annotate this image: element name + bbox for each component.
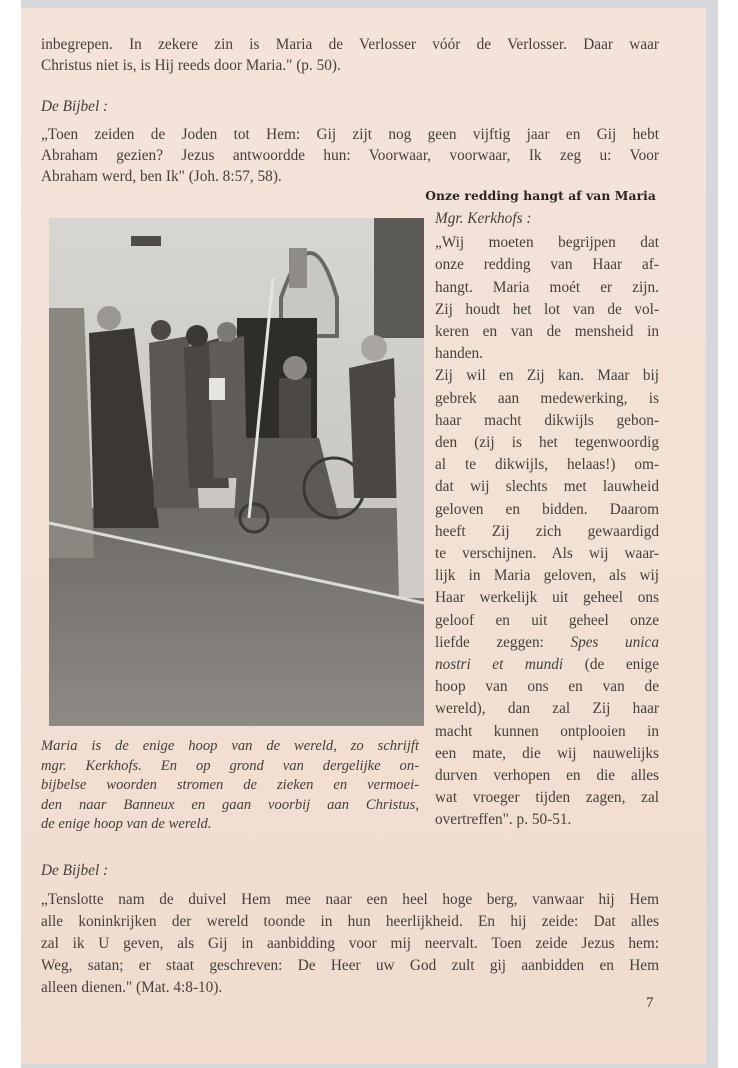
- text-line: „Wij moeten begrijpen dat: [435, 234, 659, 252]
- photo-caption: [41, 737, 419, 835]
- text-line: Maria is de enige hoop van de wereld, zo schrijft: [41, 738, 419, 754]
- text-line: [435, 632, 659, 654]
- text-line: alleen dienen." (Mat. 4:8-10).: [41, 979, 223, 996]
- text-line: bijbelse woorden stromen de zieken en vermoei-: [41, 777, 419, 793]
- latin-phrase: nostri et mundi: [435, 656, 564, 674]
- photo-illustration: [49, 218, 424, 726]
- text-line: mgr. Kerkhofs. En op grond van dergelijke on-: [41, 757, 419, 774]
- text-line: Haar werkelijk uit geheel ons: [435, 589, 659, 607]
- text-line: den (zij is het tegenwoordig: [435, 434, 659, 452]
- text-line: Weg, satan; er staat geschreven: De Heer uw God zult gij aanbidden en Hem: [41, 957, 659, 974]
- section-heading: Onze redding hangt af van Maria: [425, 188, 656, 203]
- text-line: macht kunnen ontplooien in: [435, 722, 659, 740]
- text-line: wereld), dan zal Zij haar: [435, 700, 659, 718]
- text-line: geloof en uit geheel onze: [435, 611, 659, 629]
- text-line: Zij houdt het lot van de vol-: [435, 300, 659, 318]
- text-line: lijk in Maria geloven, als wij: [435, 567, 659, 585]
- book-page: [21, 8, 706, 1064]
- latin-phrase: Spes unica: [570, 633, 659, 651]
- text-line: gebrek aan medewerking, is: [435, 389, 659, 407]
- text-line: hoop van ons en van de: [435, 678, 659, 696]
- text-line: al te dikwijls, helaas!) om-: [435, 456, 659, 474]
- quote-author: Mgr. Kerkhofs :: [435, 210, 532, 227]
- text-line: „Toen zeiden de Joden tot Hem: Gij zijt nog geen vijftig jaar en Gij hebt: [41, 126, 659, 143]
- text-line: [435, 654, 659, 676]
- photo-pilgrims-wheelchair: [49, 218, 424, 726]
- text-line: overtreffen". p. 50-51.: [435, 811, 572, 829]
- text-fragment: (de enige: [563, 656, 659, 674]
- text-line: haar macht dikwijls gebon-: [435, 411, 659, 429]
- text-line: onze redding van Haar af-: [435, 256, 659, 274]
- text-line: dat wij slechts met lauwheid: [435, 478, 659, 496]
- text-line: inbegrepen. In zekere zin is Maria de Verlosser vóór de Verlosser. Daar waar: [41, 36, 659, 53]
- text-line: wat vroeger tijden zagen, zal: [435, 789, 659, 807]
- bible-heading: De Bijbel :: [41, 98, 109, 115]
- text-line: zal ik U geven, als Gij in aanbidding voor mij neervalt. Toen zeide Jezus hem:: [41, 935, 659, 952]
- text-line: alle koninkrijken der wereld toonde in hun heerlijkheid. En hij zeide: Dat alles: [41, 913, 659, 930]
- text-line: Christus niet is, is Hij reeds door Maria." (p. 50).: [41, 57, 341, 74]
- text-line: hangt. Maria moét er zijn.: [435, 278, 659, 296]
- text-line: Abraham gezien? Jezus antwoordde hun: Voorwaar, voorwaar, Ik zeg u: Voor: [41, 147, 659, 164]
- text-line: durven verhopen en die alles: [435, 767, 659, 785]
- text-line: te verschijnen. Als wij waar-: [435, 545, 659, 563]
- text-line: keren en van de mensheid in: [435, 323, 659, 341]
- text-line: Abraham werd, ben Ik" (Joh. 8:57, 58).: [41, 168, 282, 185]
- text-line: handen.: [435, 345, 483, 363]
- side-column-quote: [435, 208, 659, 832]
- text-line: een mate, die wij nauwelijks: [435, 744, 659, 762]
- bible-heading: De Bijbel :: [41, 862, 109, 879]
- text-fragment: liefde zeggen:: [435, 633, 571, 651]
- page-number: 7: [646, 995, 654, 1011]
- bible-quote: [41, 124, 659, 187]
- text-line: den naar Banneux en gaan voorbij aan Christus,: [41, 796, 419, 813]
- text-line: Zij wil en Zij kan. Maar bij: [435, 367, 659, 385]
- text-line: heeft Zij zich gewaardigd: [435, 522, 659, 540]
- text-line: de enige hoop van de wereld.: [41, 816, 212, 832]
- top-paragraph: [41, 34, 659, 76]
- text-line: „Tenslotte nam de duivel Hem mee naar een heel hoge berg, vanwaar hij Hem: [41, 891, 659, 908]
- bible-quote: [41, 889, 659, 999]
- text-line: geloven en bidden. Daarom: [435, 500, 659, 518]
